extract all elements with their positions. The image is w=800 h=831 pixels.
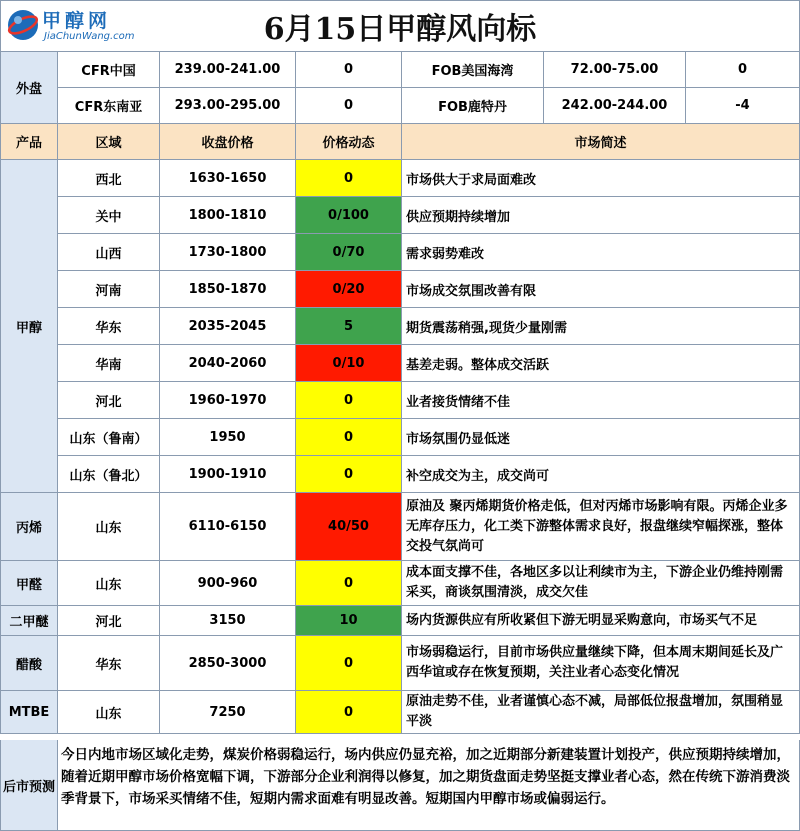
methanol-desc: 需求弱势难改 [402,234,800,271]
forecast-label: 后市预测 [0,740,58,831]
methanol-desc: 市场成交氛围改善有限 [402,271,800,308]
product-desc: 原油走势不佳，业者谨慎心态不减，局部低位报盘增加，氛围稍显平淡 [402,691,800,734]
methanol-change: 5 [296,308,402,345]
methanol-desc: 市场供大于求局面难改 [402,160,800,197]
methanol-change: 0/10 [296,345,402,382]
methanol-change: 0/20 [296,271,402,308]
methanol-price: 1900-1910 [160,456,296,493]
product-price: 900-960 [160,561,296,606]
methanol-desc: 基差走弱。整体成交活跃 [402,345,800,382]
product-label: MTBE [0,691,58,734]
product-price: 3150 [160,606,296,636]
methanol-price: 2035-2045 [160,308,296,345]
methanol-region: 山西 [58,234,160,271]
methanol-change: 0 [296,419,402,456]
methanol-region: 华南 [58,345,160,382]
product-label: 二甲醚 [0,606,58,636]
methanol-region: 西北 [58,160,160,197]
methanol-change: 0/70 [296,234,402,271]
external-left-price: 239.00-241.00 [160,52,296,88]
methanol-change: 0 [296,382,402,419]
methanol-region: 河北 [58,382,160,419]
product-desc: 市场弱稳运行，目前市场供应量继续下降，但本周末期间延长及广西华谊或存在恢复预期，关注业者心态变化情况 [402,636,800,691]
methanol-region: 河南 [58,271,160,308]
product-change: 10 [296,606,402,636]
product-desc: 原油及 聚丙烯期货价格走低，但对丙烯市场影响有限。丙烯企业多无库存压力，化工类下游整体需求良好，报盘继续窄幅探涨，整体交投气氛尚可 [402,493,800,561]
product-label: 丙烯 [0,493,58,561]
methanol-desc: 补空成交为主，成交尚可 [402,456,800,493]
product-region: 山东 [58,691,160,734]
methanol-region: 山东（鲁北） [58,456,160,493]
methanol-region: 华东 [58,308,160,345]
product-region: 华东 [58,636,160,691]
external-right-name: FOB美国海湾 [402,52,544,88]
product-label: 甲醛 [0,561,58,606]
external-right-change: 0 [686,52,800,88]
external-left-change: 0 [296,88,402,124]
external-left-name: CFR中国 [58,52,160,88]
header-price: 收盘价格 [160,124,296,160]
external-left-change: 0 [296,52,402,88]
product-desc: 场内货源供应有所收紧但下游无明显采购意向，市场买气不足 [402,606,800,636]
page-title: 6月15日甲醇风向标 [263,12,537,47]
header-desc: 市场简述 [402,124,800,160]
methanol-region: 山东（鲁南） [58,419,160,456]
product-label: 醋酸 [0,636,58,691]
product-change: 0 [296,691,402,734]
external-label: 外盘 [0,52,58,124]
logo-en-text: JiaChunWang.com [44,31,135,42]
product-change: 40/50 [296,493,402,561]
external-left-name: CFR东南亚 [58,88,160,124]
forecast-text: 今日内地市场区域化走势，煤炭价格弱稳运行，场内供应仍显充裕，加之近期部分新建装置计划投产，供应预期持续增加，随着近期甲醇市场价格宽幅下调，下游部分企业利润得以修复，加之期货盘面走势坚挺支撑业者心态，然在传统下游消费淡季背景下，市场采买情绪不佳，短期内需求面难有明显改善。短期国内甲醇市场或偏弱运行。 [58,740,800,831]
methanol-region: 关中 [58,197,160,234]
external-left-price: 293.00-295.00 [160,88,296,124]
methanol-price: 1960-1970 [160,382,296,419]
external-right-name: FOB鹿特丹 [402,88,544,124]
external-right-price: 242.00-244.00 [544,88,686,124]
product-region: 山东 [58,493,160,561]
external-right-change: -4 [686,88,800,124]
methanol-change: 0 [296,456,402,493]
product-change: 0 [296,561,402,606]
methanol-desc: 供应预期持续增加 [402,197,800,234]
methanol-desc: 业者接货情绪不佳 [402,382,800,419]
methanol-change: 0/100 [296,197,402,234]
methanol-price: 1730-1800 [160,234,296,271]
methanol-price: 1850-1870 [160,271,296,308]
logo-cn-text: 甲醇网 [42,10,112,32]
header-product: 产品 [0,124,58,160]
external-right-price: 72.00-75.00 [544,52,686,88]
methanol-price: 1950 [160,419,296,456]
header-region: 区域 [58,124,160,160]
product-price: 2850-3000 [160,636,296,691]
product-change: 0 [296,636,402,691]
product-desc: 成本面支撑不佳，各地区多以让利续市为主，下游企业仍维持刚需采买，商谈氛围清淡，成交欠佳 [402,561,800,606]
methanol-desc: 期货震荡稍强,现货少量刚需 [402,308,800,345]
methanol-price: 1630-1650 [160,160,296,197]
product-region: 河北 [58,606,160,636]
product-price: 7250 [160,691,296,734]
methanol-desc: 市场氛围仍显低迷 [402,419,800,456]
header-change: 价格动态 [296,124,402,160]
product-price: 6110-6150 [160,493,296,561]
methanol-change: 0 [296,160,402,197]
methanol-price: 1800-1810 [160,197,296,234]
methanol-price: 2040-2060 [160,345,296,382]
methanol-label: 甲醇 [0,160,58,493]
product-region: 山东 [58,561,160,606]
